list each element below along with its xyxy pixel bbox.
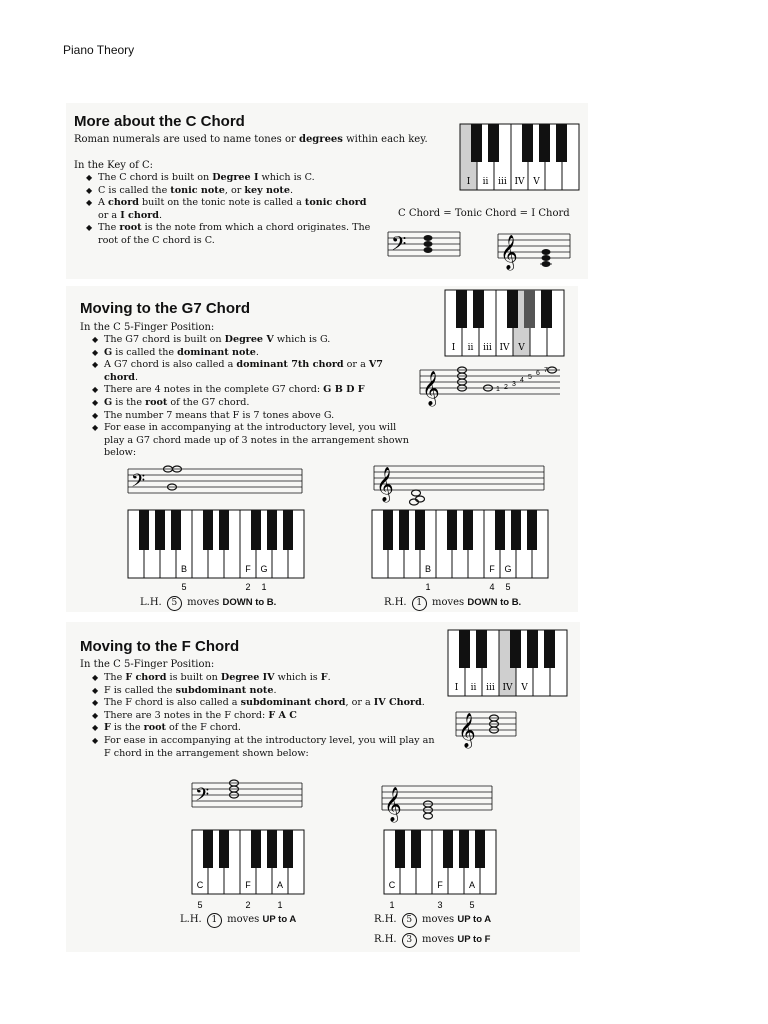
numeral: iii bbox=[498, 177, 507, 187]
bass-clef: 𝄢 bbox=[195, 785, 210, 810]
numeral: iii bbox=[486, 683, 495, 693]
f-rh-caption: R.H. 5 moves UP to A bbox=[374, 913, 491, 928]
g7-position: In the C 5-Finger Position: bbox=[80, 322, 215, 333]
c-equation: C Chord = Tonic Chord = I Chord bbox=[398, 208, 570, 219]
interval-number: 2 bbox=[504, 384, 508, 391]
g7-keyboard bbox=[445, 290, 565, 356]
g7-bullet: ◆ The number 7 means that F is 7 tones above G. bbox=[92, 410, 412, 423]
interval-number: 7 bbox=[544, 367, 548, 374]
g7-lh-staff bbox=[128, 466, 302, 496]
g7-bullet: ◆ There are 4 notes in the complete G7 chord: G B D F bbox=[92, 384, 412, 397]
key-label: A bbox=[276, 880, 284, 890]
f-bullet: ◆ The F chord is also called a subdominant chord, or a IV Chord. bbox=[92, 697, 442, 710]
key-label: F bbox=[489, 564, 495, 574]
numeral: iii bbox=[483, 343, 492, 353]
c-treble-staff bbox=[498, 226, 570, 270]
f-rh-staff bbox=[382, 778, 492, 822]
c-intro: Roman numerals are used to name tones or degrees within each key. bbox=[74, 134, 428, 145]
key-label: C bbox=[388, 880, 396, 890]
f-rh2-caption: R.H. 3 moves UP to F bbox=[374, 933, 490, 948]
f-section-title: Moving to the F Chord bbox=[80, 638, 240, 655]
f-bullet: ◆ F is the root of the F chord. bbox=[92, 722, 442, 735]
g7-bullet: ◆ G is the root of the G7 chord. bbox=[92, 397, 412, 410]
numeral: ii bbox=[470, 683, 477, 693]
finger-number: 5 bbox=[197, 900, 203, 910]
g7-interval-staff bbox=[420, 362, 560, 406]
treble-clef: 𝄞 bbox=[422, 371, 440, 406]
interval-number: 5 bbox=[528, 374, 532, 381]
c-bullet: ◆ The C chord is built on Degree I which is C. bbox=[86, 172, 376, 185]
bass-clef: 𝄢 bbox=[131, 471, 146, 496]
treble-clef: 𝄞 bbox=[458, 713, 476, 748]
g7-section-title: Moving to the G7 Chord bbox=[80, 300, 250, 317]
key-label: C bbox=[196, 880, 204, 890]
finger-number: 1 bbox=[389, 900, 395, 910]
c-bullet: ◆ The root is the note from which a chord originates. The root of the C chord is C. bbox=[86, 222, 376, 247]
finger-number: 5 bbox=[181, 582, 187, 592]
g7-lh-caption: L.H. 5 moves DOWN to B. bbox=[140, 596, 276, 611]
g7-rh-keyboard bbox=[372, 510, 548, 598]
interval-number: 6 bbox=[536, 370, 540, 377]
finger-number: 1 bbox=[425, 582, 431, 592]
finger-number: 3 bbox=[437, 900, 443, 910]
numeral: V bbox=[518, 343, 525, 353]
c-bullet: ◆ A chord built on the tonic note is called a tonic chord or a I chord. bbox=[86, 197, 376, 222]
key-label: F bbox=[245, 880, 251, 890]
g7-bullet: ◆ A G7 chord is also called a dominant 7th chord or a V7 chord. bbox=[92, 359, 412, 384]
interval-number: 4 bbox=[520, 377, 524, 384]
c-bullets bbox=[86, 172, 376, 248]
numeral: V bbox=[533, 177, 540, 187]
finger-number: 5 bbox=[469, 900, 475, 910]
key-label: F bbox=[437, 880, 443, 890]
f-bullet: ◆ There are 3 notes in the F chord: F A C bbox=[92, 710, 442, 723]
f-position: In the C 5-Finger Position: bbox=[80, 659, 215, 670]
g7-lh-keyboard bbox=[128, 510, 304, 598]
key-label: A bbox=[468, 880, 476, 890]
treble-clef: 𝄞 bbox=[384, 787, 402, 822]
key-label: F bbox=[245, 564, 251, 574]
g7-bullet: ◆ The G7 chord is built on Degree V which is G. bbox=[92, 334, 412, 347]
finger-number: 4 bbox=[489, 582, 495, 592]
numeral: V bbox=[521, 683, 528, 693]
finger-number: 2 bbox=[245, 582, 251, 592]
numeral: ii bbox=[482, 177, 489, 187]
numeral: IV bbox=[499, 343, 510, 353]
key-label: B bbox=[180, 564, 188, 574]
finger-number: 2 bbox=[245, 900, 251, 910]
key-label: B bbox=[424, 564, 432, 574]
page-header: Piano Theory bbox=[63, 43, 135, 57]
f-treble-staff bbox=[456, 704, 516, 748]
treble-clef: 𝄞 bbox=[500, 235, 518, 270]
c-bullet: ◆ C is called the tonic note, or key note. bbox=[86, 185, 376, 198]
g7-bullet: ◆ G is called the dominant note. bbox=[92, 347, 412, 360]
treble-clef: 𝄞 bbox=[376, 467, 394, 502]
numeral: I bbox=[454, 683, 459, 693]
finger-number: 5 bbox=[505, 582, 511, 592]
numeral: IV bbox=[514, 177, 525, 187]
c-keyboard bbox=[460, 124, 580, 190]
f-lh-caption: L.H. 1 moves UP to A bbox=[180, 913, 296, 928]
finger-number: 1 bbox=[277, 900, 283, 910]
f-keyboard bbox=[448, 630, 568, 696]
g7-bullet: ◆ For ease in accompanying at the introductory level, you will play a G7 chord made up of 3 notes in the arrangement shown below: bbox=[92, 422, 412, 460]
interval-number: 3 bbox=[512, 381, 516, 388]
g7-rh-caption: R.H. 1 moves DOWN to B. bbox=[384, 596, 521, 611]
bass-clef: 𝄢 bbox=[391, 232, 407, 260]
chord-notes bbox=[540, 249, 552, 267]
f-lh-staff bbox=[192, 780, 302, 810]
f-bullet: ◆ F is called the subdominant note. bbox=[92, 685, 442, 698]
f-bullet: ◆ For ease in accompanying at the introductory level, you will play an F chord in the arrangement shown below: bbox=[92, 735, 442, 760]
numeral: I bbox=[451, 343, 456, 353]
g7-bullets bbox=[92, 334, 412, 460]
numeral: I bbox=[466, 177, 471, 187]
finger-number: 1 bbox=[261, 582, 267, 592]
f-rh-keyboard bbox=[384, 830, 496, 914]
g7-rh-staff bbox=[374, 458, 544, 502]
f-bullet: ◆ The F chord is built on Degree IV which is F. bbox=[92, 672, 442, 685]
f-bullets bbox=[92, 672, 442, 760]
f-lh-keyboard bbox=[192, 830, 304, 914]
chord-notes bbox=[424, 235, 433, 253]
key-label: G bbox=[260, 564, 268, 574]
interval-number: 1 bbox=[496, 386, 500, 393]
numeral: ii bbox=[467, 343, 474, 353]
key-label: G bbox=[504, 564, 512, 574]
c-bass-staff bbox=[388, 228, 460, 264]
numeral: IV bbox=[502, 683, 513, 693]
c-section-title: More about the C Chord bbox=[74, 113, 245, 130]
c-key-line: In the Key of C: bbox=[74, 160, 153, 171]
